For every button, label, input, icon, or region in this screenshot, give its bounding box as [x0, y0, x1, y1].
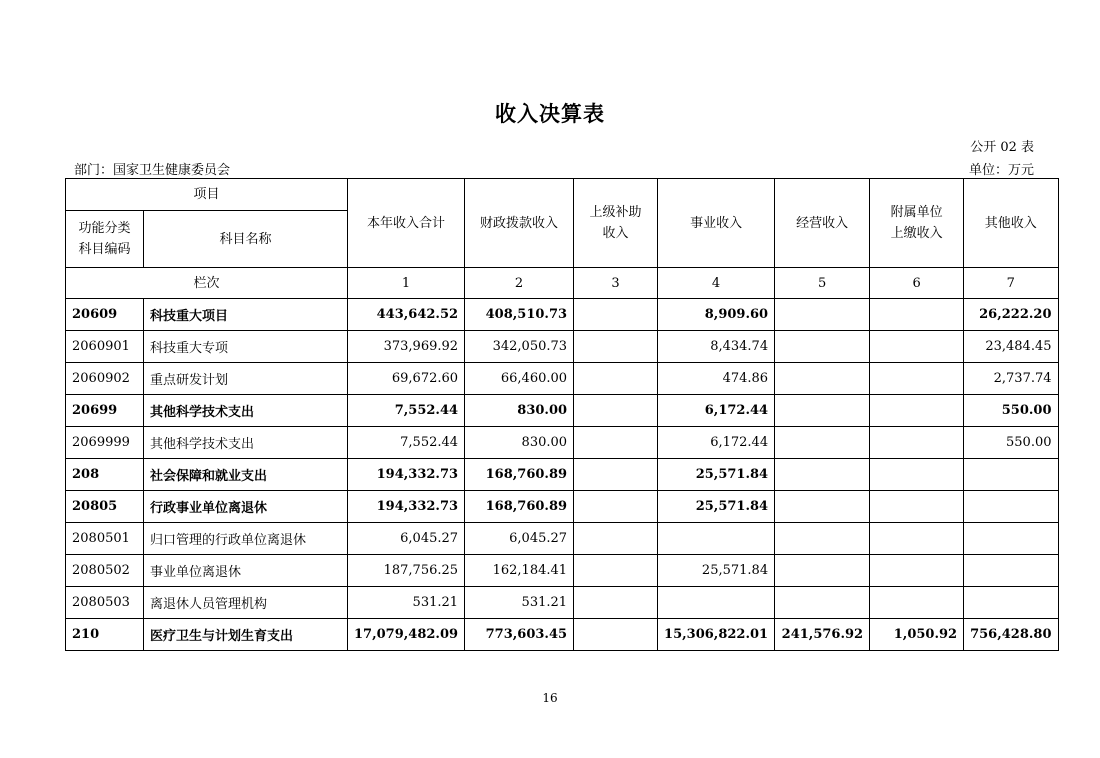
row-value-col-3: [574, 331, 658, 363]
col-number: 1: [348, 268, 465, 299]
row-value-col-5: [775, 523, 870, 555]
row-value-col-5: [775, 427, 870, 459]
row-value-col-3: [574, 555, 658, 587]
income-table: [65, 178, 1059, 651]
table-row: [66, 459, 1059, 491]
header-col-1: 本年收入合计: [348, 179, 465, 268]
row-value-col-6: [870, 395, 964, 427]
row-name: 事业单位离退休: [144, 555, 348, 587]
row-value-col-7: [964, 459, 1058, 491]
row-value-col-5: [775, 395, 870, 427]
table-row: [66, 427, 1059, 459]
row-name: 其他科学技术支出: [144, 395, 348, 427]
row-value-col-2: 773,603.45: [465, 619, 574, 651]
header-col-2: 财政拨款收入: [465, 179, 574, 268]
row-value-col-7: 23,484.45: [964, 331, 1058, 363]
page-number: 16: [542, 691, 558, 705]
table-row: [66, 619, 1059, 651]
row-value-col-7: 2,737.74: [964, 363, 1058, 395]
row-name: 医疗卫生与计划生育支出: [144, 619, 348, 651]
row-value-col-4: [658, 523, 775, 555]
row-value-col-3: [574, 299, 658, 331]
row-value-col-2: 168,760.89: [465, 491, 574, 523]
row-value-col-6: 1,050.92: [870, 619, 964, 651]
row-code: 2060902: [66, 363, 144, 395]
table-row: [66, 395, 1059, 427]
department-label: 部门：国家卫生健康委员会: [74, 163, 231, 178]
row-value-col-5: 241,576.92: [775, 619, 870, 651]
table-row: [66, 491, 1059, 523]
header-col-3: 上级补助 收入: [574, 179, 658, 268]
row-value-col-6: [870, 491, 964, 523]
row-value-col-6: [870, 555, 964, 587]
row-value-col-6: [870, 299, 964, 331]
row-value-col-7: [964, 523, 1058, 555]
row-value-col-7: [964, 491, 1058, 523]
table-body: [66, 299, 1059, 651]
row-name: 科技重大项目: [144, 299, 348, 331]
row-value-col-4: 8,434.74: [658, 331, 775, 363]
row-value-col-1: 187,756.25: [348, 555, 465, 587]
row-value-col-7: 550.00: [964, 427, 1058, 459]
row-value-col-4: [658, 587, 775, 619]
row-value-col-3: [574, 395, 658, 427]
row-value-col-3: [574, 363, 658, 395]
page-title: 收入决算表: [495, 102, 605, 126]
row-value-col-4: 8,909.60: [658, 299, 775, 331]
row-value-col-2: 162,184.41: [465, 555, 574, 587]
row-value-col-5: [775, 555, 870, 587]
row-value-col-1: 7,552.44: [348, 427, 465, 459]
header-col-6: 附属单位 上缴收入: [870, 179, 964, 268]
row-value-col-5: [775, 363, 870, 395]
row-value-col-4: 25,571.84: [658, 555, 775, 587]
row-code: 20609: [66, 299, 144, 331]
row-value-col-3: [574, 459, 658, 491]
header-col-5: 经营收入: [775, 179, 870, 268]
row-value-col-7: [964, 587, 1058, 619]
row-value-col-2: 531.21: [465, 587, 574, 619]
row-value-col-6: [870, 587, 964, 619]
row-code: 2080502: [66, 555, 144, 587]
row-value-col-1: 373,969.92: [348, 331, 465, 363]
col-number: 3: [574, 268, 658, 299]
row-code: 2060901: [66, 331, 144, 363]
table-row: [66, 299, 1059, 331]
col-number: 5: [775, 268, 870, 299]
col-number: 4: [658, 268, 775, 299]
row-value-col-7: 756,428.80: [964, 619, 1058, 651]
row-value-col-6: [870, 523, 964, 555]
row-value-col-5: [775, 587, 870, 619]
row-value-col-3: [574, 491, 658, 523]
row-code: 210: [66, 619, 144, 651]
row-value-col-2: 168,760.89: [465, 459, 574, 491]
row-value-col-4: 6,172.44: [658, 395, 775, 427]
unit-label: 单位：万元: [968, 163, 1034, 178]
row-name: 重点研发计划: [144, 363, 348, 395]
row-value-col-2: 408,510.73: [465, 299, 574, 331]
row-value-col-1: 443,642.52: [348, 299, 465, 331]
row-value-col-5: [775, 331, 870, 363]
table-row: [66, 555, 1059, 587]
col-number: 7: [964, 268, 1058, 299]
row-value-col-6: [870, 427, 964, 459]
row-name: 离退休人员管理机构: [144, 587, 348, 619]
header-item: 项目: [66, 179, 348, 211]
row-value-col-4: 25,571.84: [658, 459, 775, 491]
row-value-col-2: 830.00: [465, 427, 574, 459]
row-value-col-6: [870, 363, 964, 395]
row-value-col-1: 7,552.44: [348, 395, 465, 427]
row-value-col-2: 6,045.27: [465, 523, 574, 555]
row-value-col-1: 17,079,482.09: [348, 619, 465, 651]
row-code: 2080501: [66, 523, 144, 555]
row-value-col-5: [775, 459, 870, 491]
table-row: [66, 331, 1059, 363]
row-code: 2080503: [66, 587, 144, 619]
row-value-col-4: 25,571.84: [658, 491, 775, 523]
row-code: 20699: [66, 395, 144, 427]
header-func-code: 功能分类 科目编码: [66, 211, 144, 268]
row-value-col-3: [574, 427, 658, 459]
header-col-index: 栏次: [66, 268, 348, 299]
row-name: 行政事业单位离退休: [144, 491, 348, 523]
row-value-col-4: 6,172.44: [658, 427, 775, 459]
row-value-col-1: 531.21: [348, 587, 465, 619]
row-name: 归口管理的行政单位离退休: [144, 523, 348, 555]
row-name: 社会保障和就业支出: [144, 459, 348, 491]
row-value-col-1: 194,332.73: [348, 491, 465, 523]
row-value-col-4: 15,306,822.01: [658, 619, 775, 651]
row-value-col-1: 194,332.73: [348, 459, 465, 491]
row-value-col-7: 550.00: [964, 395, 1058, 427]
row-value-col-2: 66,460.00: [465, 363, 574, 395]
row-value-col-1: 69,672.60: [348, 363, 465, 395]
row-value-col-3: [574, 619, 658, 651]
header-col-4: 事业收入: [658, 179, 775, 268]
row-name: 其他科学技术支出: [144, 427, 348, 459]
row-value-col-6: [870, 331, 964, 363]
header-col-7: 其他收入: [964, 179, 1058, 268]
row-value-col-7: 26,222.20: [964, 299, 1058, 331]
row-value-col-3: [574, 523, 658, 555]
table-row: [66, 587, 1059, 619]
header-subject-name: 科目名称: [144, 211, 348, 268]
row-name: 科技重大专项: [144, 331, 348, 363]
table-number: 公开 02 表: [970, 140, 1034, 155]
row-value-col-1: 6,045.27: [348, 523, 465, 555]
table-row: [66, 363, 1059, 395]
row-value-col-3: [574, 587, 658, 619]
row-code: 20805: [66, 491, 144, 523]
row-value-col-4: 474.86: [658, 363, 775, 395]
row-value-col-5: [775, 299, 870, 331]
row-code: 208: [66, 459, 144, 491]
col-number: 6: [870, 268, 964, 299]
col-number: 2: [465, 268, 574, 299]
row-value-col-2: 830.00: [465, 395, 574, 427]
row-value-col-2: 342,050.73: [465, 331, 574, 363]
row-value-col-7: [964, 555, 1058, 587]
row-value-col-6: [870, 459, 964, 491]
meta-row: [70, 159, 1034, 177]
row-value-col-5: [775, 491, 870, 523]
table-row: [66, 523, 1059, 555]
row-code: 2069999: [66, 427, 144, 459]
